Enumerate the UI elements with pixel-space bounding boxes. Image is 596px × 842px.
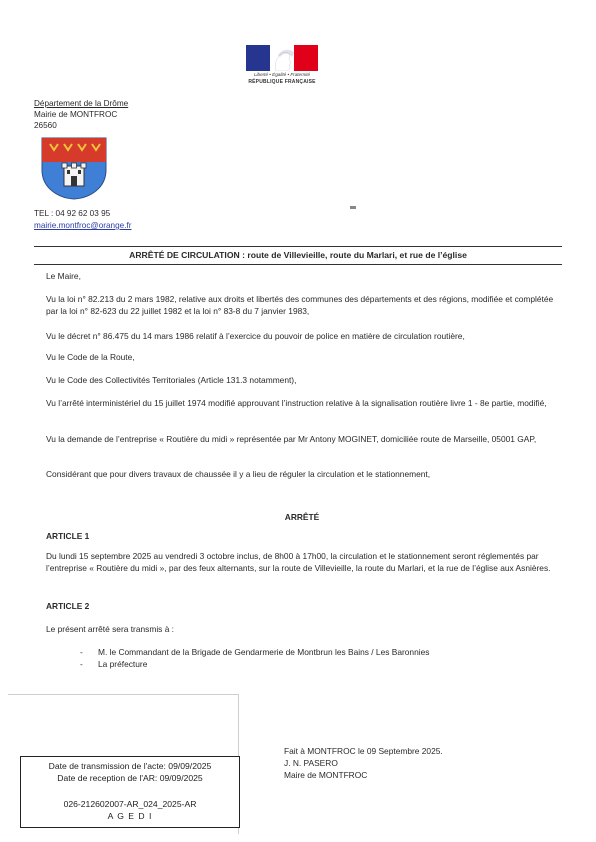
tricolor-flag-icon bbox=[246, 45, 318, 71]
stamp-transmission-date: Date de transmission de l'acte: 09/09/2025 bbox=[48, 761, 212, 771]
republic-motto: Liberté • Égalité • Fraternité bbox=[253, 72, 311, 77]
arrete-heading: ARRÊTÉ bbox=[284, 512, 320, 522]
article-1-title: ARTICLE 1 bbox=[46, 531, 90, 541]
signature-place-date: Fait à MONTFROC le 09 Septembre 2025. bbox=[284, 746, 443, 756]
republic-name: RÉPUBLIQUE FRANÇAISE bbox=[248, 79, 316, 85]
recipient-item-1: M. le Commandant de la Brigade de Gendarmerie de Montbrun les Bains / Les Baronnies bbox=[98, 647, 430, 657]
signature-role: Maire de MONTFROC bbox=[284, 770, 368, 780]
intro-text: Le Maire, bbox=[46, 271, 81, 281]
article-2-title: ARTICLE 2 bbox=[46, 601, 90, 611]
department-line: Département de la Drôme bbox=[34, 99, 129, 108]
article-2-text: Le présent arrêté sera transmis à : bbox=[46, 624, 175, 634]
scan-edge-line bbox=[8, 694, 238, 695]
signature-name: J. N. PASERO bbox=[284, 758, 338, 768]
postcode-line: 26560 bbox=[34, 121, 57, 130]
considerant-paragraph: Considérant que pour divers travaux de chaussée il y a lieu de réguler la circulation et le stationnement, bbox=[46, 469, 431, 479]
recipient-item-2: La préfecture bbox=[98, 659, 148, 669]
article-1-text: Du lundi 15 septembre 2025 au vendredi 3 octobre inclus, de 8h00 à 17h00, la circulation et le stationnement seront réglementés par l’entreprise « Routière du midi », par des feux alternants, sur la route de Villevieille, la route du Marlari, et la rue de l’église aux Asnières. bbox=[46, 551, 551, 573]
mairie-line: Mairie de MONTFROC bbox=[34, 110, 118, 119]
transmission-stamp bbox=[20, 756, 240, 828]
stamp-agency: A G E D I bbox=[107, 811, 153, 821]
stamp-reception-date: Date de reception de l'AR: 09/09/2025 bbox=[57, 773, 203, 783]
vu-paragraph-2: Vu le décret n° 86.475 du 14 mars 1986 relatif à l’exercice du pouvoir de police en matière de circulation routière, bbox=[46, 331, 465, 341]
scan-mark bbox=[350, 206, 356, 209]
telephone: TEL : 04 92 62 03 95 bbox=[34, 209, 111, 218]
vu-paragraph-6: Vu la demande de l’entreprise « Routière du midi » représentée par Mr Antony MOGINET, domiciliée route de Marseille, 05001 GAP, bbox=[46, 434, 537, 444]
vu-paragraph-1: Vu la loi n° 82.213 du 2 mars 1982, relative aux droits et libertés des communes des départements et des régions, modifiée et complétée par la loi n° 82-623 du 22 juillet 1982 et la loi n° 83-8 du 7 janvier 1983, bbox=[46, 294, 554, 316]
stamp-reference: 026-212602007-AR_024_2025-AR bbox=[63, 799, 197, 809]
coat-of-arms-icon bbox=[38, 136, 110, 200]
email-link[interactable]: mairie.montfroc@orange.fr bbox=[34, 221, 132, 230]
vu-paragraph-4: Vu le Code des Collectivités Territoriales (Article 131.3 notamment), bbox=[46, 375, 297, 385]
marianne-profile-icon bbox=[246, 45, 318, 71]
vu-paragraph-5: Vu l’arrêté interministériel du 15 juillet 1974 modifié approuvant l’instruction relative à la signalisation routière livre 1 - 8e partie, modifié, bbox=[46, 398, 547, 408]
recipient-dash-2: - bbox=[80, 659, 83, 669]
marianne-logo bbox=[246, 45, 318, 91]
vu-paragraph-3: Vu le Code de la Route, bbox=[46, 352, 135, 362]
recipient-dash-1: - bbox=[80, 647, 83, 657]
document-title: ARRÊTÉ DE CIRCULATION : route de Villevieille, route du Marlari, et rue de l’église bbox=[34, 246, 562, 265]
